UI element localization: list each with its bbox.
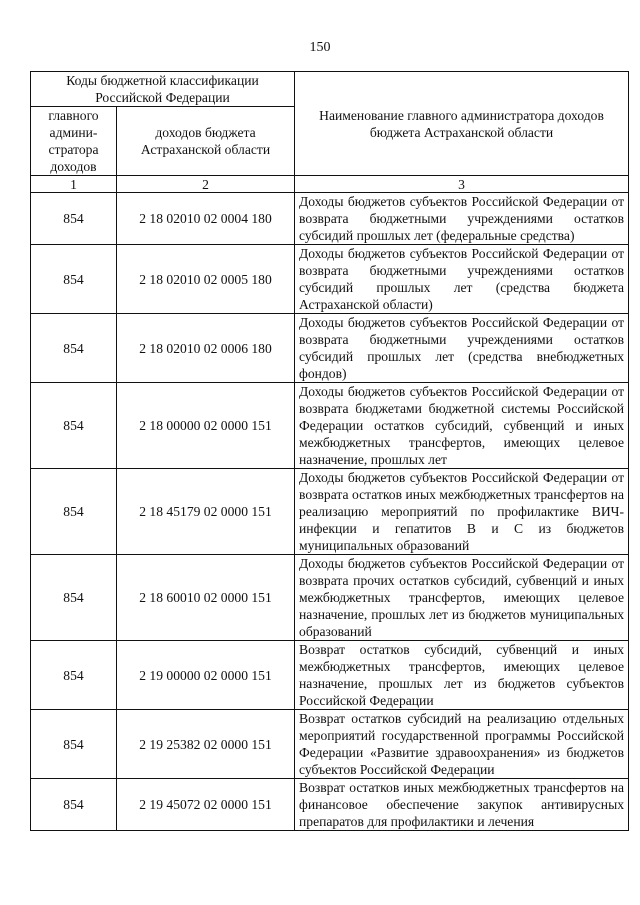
table-row [31,245,629,314]
header-admin-name: Наименование главного администратора доходов бюджета Астраханской области [295,72,629,176]
income-name-cell: Доходы бюджетов субъектов Российской Федерации от возврата прочих остатков субсидий, субвенций и иных межбюджетных трансфертов, имеющих целевое назначение, прошлых лет из бюджетов муниципальных образований [295,555,629,641]
admin-code-cell: 854 [31,469,117,555]
income-name-cell: Доходы бюджетов субъектов Российской Федерации от возврата остатков иных межбюджетных трансфертов на реализацию мероприятий по профилактике ВИЧ-инфекции и гепатитов В и С из бюджетов муниципальных образований [295,469,629,555]
income-name-cell: Доходы бюджетов субъектов Российской Федерации от возврата бюджетными учреждениями остатков субсидий прошлых лет (средства бюджета Астраханской области) [295,245,629,314]
income-name-cell: Возврат остатков субсидий на реализацию отдельных мероприятий государственной программы Российской Федерации «Развитие здравоохранения» из бюджетов субъектов Российской Федерации [295,710,629,779]
header-income-code: доходов бюджета Астраханской области [117,107,295,176]
budget-code-cell: 2 19 00000 02 0000 151 [117,641,295,710]
income-name-cell: Доходы бюджетов субъектов Российской Федерации от возврата бюджетными учреждениями остатков субсидий прошлых лет (федеральные средства) [295,193,629,245]
header-admin-code: главного админи-стратора доходов [31,107,117,176]
table-row [31,193,629,245]
column-number-3: 3 [295,176,629,193]
table-row [31,555,629,641]
budget-code-cell: 2 19 25382 02 0000 151 [117,710,295,779]
table-row [31,641,629,710]
column-number-1: 1 [31,176,117,193]
admin-code-cell: 854 [31,383,117,469]
budget-classification-table [30,71,629,831]
table-row [31,469,629,555]
column-number-2: 2 [117,176,295,193]
admin-code-cell: 854 [31,193,117,245]
income-name-cell: Доходы бюджетов субъектов Российской Федерации от возврата бюджетными учреждениями остатков субсидий прошлых лет (средства внебюджетных фондов) [295,314,629,383]
admin-code-cell: 854 [31,779,117,831]
admin-code-cell: 854 [31,710,117,779]
admin-code-cell: 854 [31,314,117,383]
admin-code-cell: 854 [31,555,117,641]
budget-code-cell: 2 19 45072 02 0000 151 [117,779,295,831]
table-row [31,779,629,831]
budget-code-cell: 2 18 02010 02 0004 180 [117,193,295,245]
budget-code-cell: 2 18 45179 02 0000 151 [117,469,295,555]
budget-code-cell: 2 18 02010 02 0005 180 [117,245,295,314]
table-row [31,383,629,469]
admin-code-cell: 854 [31,641,117,710]
admin-code-cell: 854 [31,245,117,314]
income-name-cell: Доходы бюджетов субъектов Российской Федерации от возврата бюджетами бюджетной системы Российской Федерации остатков субсидий, субвенций и иных межбюджетных трансфертов, имеющих целевое назначение, прошлых лет [295,383,629,469]
table-row [31,710,629,779]
income-name-cell: Возврат остатков иных межбюджетных трансфертов на финансовое обеспечение закупок антивирусных препаратов для профилактики и лечения [295,779,629,831]
budget-code-cell: 2 18 02010 02 0006 180 [117,314,295,383]
income-name-cell: Возврат остатков субсидий, субвенций и иных межбюджетных трансфертов, имеющих целевое назначение, прошлых лет из бюджетов субъектов Российской Федерации [295,641,629,710]
budget-code-cell: 2 18 00000 02 0000 151 [117,383,295,469]
header-group-title: Коды бюджетной классификации Российской Федерации [31,72,295,107]
page-number: 150 [309,40,331,55]
table-row [31,314,629,383]
budget-code-cell: 2 18 60010 02 0000 151 [117,555,295,641]
